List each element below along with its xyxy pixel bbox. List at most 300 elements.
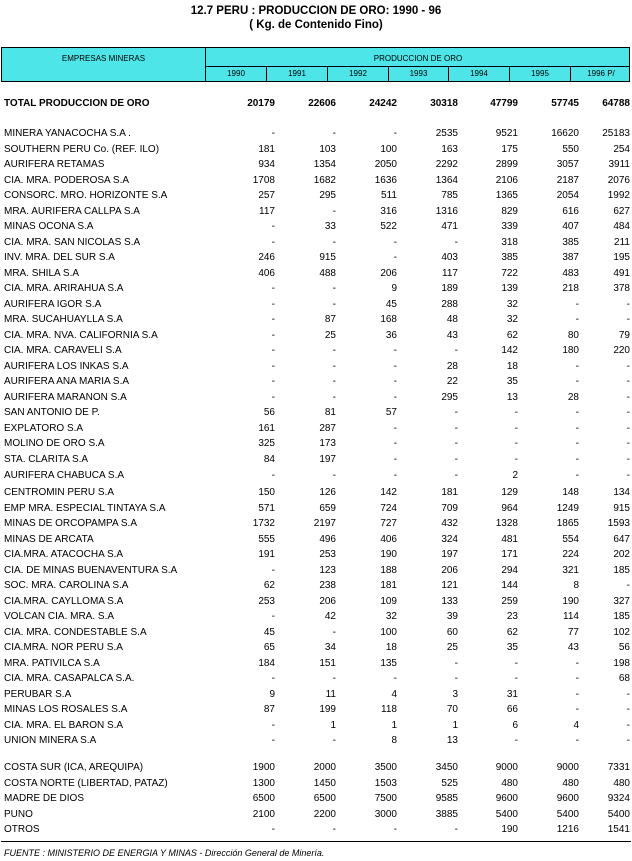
- cell-value: -: [271, 283, 275, 294]
- cell-value: 2050: [374, 159, 397, 170]
- cell-value: 100: [380, 627, 397, 638]
- cell-value: 616: [562, 206, 579, 217]
- cell-value: 43: [567, 642, 579, 653]
- row-label: PERUBAR S.A: [4, 689, 72, 700]
- cell-value: -: [626, 392, 630, 403]
- cell-value: 11: [325, 689, 336, 700]
- cell-value: -: [514, 438, 518, 449]
- row-label: AURIFERA MARANON S.A: [4, 392, 127, 403]
- cell-value: 1541: [607, 824, 630, 835]
- row-label: EMP MRA. ESPECIAL TINTAYA S.A: [4, 503, 166, 514]
- cell-value: 934: [258, 159, 275, 170]
- cell-value: 4: [573, 720, 579, 731]
- cell-value: 190: [501, 824, 518, 835]
- cell-value: 385: [501, 252, 518, 263]
- cell-value: 36: [385, 330, 397, 341]
- cell-value: -: [454, 438, 458, 449]
- cell-value: 295: [319, 190, 336, 201]
- cell-value: 522: [380, 221, 397, 232]
- cell-value: 28: [567, 392, 579, 403]
- cell-value: 709: [441, 503, 458, 514]
- cell-value: 28: [446, 361, 458, 372]
- cell-value: 1682: [313, 175, 336, 186]
- cell-value: -: [626, 314, 630, 325]
- cell-value: 117: [259, 206, 275, 217]
- cell-value: -: [514, 673, 518, 684]
- cell-value: 2899: [495, 159, 518, 170]
- cell-value: 148: [562, 487, 579, 498]
- cell-value: 288: [441, 299, 458, 310]
- cell-value: 163: [441, 144, 458, 155]
- cell-value: -: [332, 470, 336, 481]
- cell-value: 35: [506, 376, 518, 387]
- table-row: [0, 822, 632, 838]
- cell-value: -: [271, 735, 275, 746]
- cell-value: 56: [618, 642, 630, 653]
- cell-value: -: [575, 376, 579, 387]
- cell-value: 480: [501, 778, 518, 789]
- cell-value: -: [393, 376, 397, 387]
- header-year: 1991: [288, 69, 306, 78]
- page-title: 12.7 PERU : PRODUCCION DE ORO: 1990 - 96: [190, 5, 442, 17]
- table-row: [0, 594, 632, 610]
- cell-value: 191: [258, 549, 275, 560]
- row-label: SOUTHERN PERU Co. (REF. ILO): [4, 144, 160, 155]
- table-row: [0, 578, 632, 594]
- cell-value: 1900: [252, 762, 275, 773]
- cell-value: 2: [512, 470, 518, 481]
- cell-value: 1992: [607, 190, 630, 201]
- row-label: SOC. MRA. CAROLINA S.A: [4, 580, 129, 591]
- row-label: STA. CLARITA S.A: [4, 454, 89, 465]
- cell-value: 66: [506, 704, 518, 715]
- cell-value: 3911: [608, 159, 630, 170]
- cell-value: 57: [385, 407, 397, 418]
- cell-value: 406: [258, 268, 275, 279]
- cell-value: 32: [506, 299, 518, 310]
- cell-value: 123: [319, 565, 336, 576]
- cell-value: -: [271, 128, 275, 139]
- cell-value: 9324: [607, 793, 630, 804]
- cell-value: 184: [258, 658, 275, 669]
- cell-value: -: [626, 376, 630, 387]
- cell-value: 295: [441, 392, 458, 403]
- cell-value: 87: [263, 704, 275, 715]
- cell-value: 1365: [495, 190, 518, 201]
- cell-value: 139: [501, 283, 518, 294]
- cell-value: -: [626, 720, 630, 731]
- cell-value: 62: [263, 580, 275, 591]
- header-year: 1990: [227, 69, 245, 78]
- cell-value: -: [332, 673, 336, 684]
- cell-value: -: [271, 299, 275, 310]
- table-row: [0, 485, 632, 501]
- row-label: CIA. MRA. SAN NICOLAS S.A: [4, 237, 141, 248]
- cell-value: 144: [501, 580, 518, 591]
- cell-value: 1364: [435, 175, 458, 186]
- cell-value: -: [514, 658, 518, 669]
- table-row: [0, 452, 632, 468]
- row-label: MRA. AURIFERA CALLPA S.A: [4, 206, 140, 217]
- cell-value: 829: [501, 206, 518, 217]
- cell-value: -: [271, 376, 275, 387]
- header-empresas: EMPRESAS MINERAS: [61, 54, 146, 63]
- cell-value: 135: [380, 658, 397, 669]
- cell-value: 403: [441, 252, 458, 263]
- cell-value: 496: [319, 534, 336, 545]
- cell-value: 80: [567, 330, 579, 341]
- cell-value: 32: [506, 314, 518, 325]
- table-row: [0, 359, 632, 375]
- cell-value: 171: [501, 549, 518, 560]
- cell-value: 9: [269, 689, 275, 700]
- cell-value: 647: [613, 534, 630, 545]
- row-label: CENTROMIN PERU S.A: [4, 487, 115, 498]
- cell-value: 407: [562, 221, 579, 232]
- cell-value: 45: [385, 299, 397, 310]
- cell-value: -: [575, 673, 579, 684]
- table-row: [0, 516, 632, 532]
- cell-value: 1593: [607, 518, 630, 529]
- cell-value: 785: [441, 190, 458, 201]
- table-row: [0, 173, 632, 189]
- cell-value: 202: [613, 549, 630, 560]
- cell-value: -: [575, 658, 579, 669]
- cell-value: 5400: [495, 809, 518, 820]
- cell-value: 62: [506, 330, 518, 341]
- row-label: AURIFERA ANA MARIA S.A: [4, 376, 130, 387]
- cell-value: 64788: [602, 98, 630, 109]
- cell-value: 211: [614, 237, 630, 248]
- row-label: MINAS LOS ROSALES S.A: [4, 704, 128, 715]
- header-year: 1995: [531, 69, 549, 78]
- cell-value: -: [514, 407, 518, 418]
- cell-value: -: [514, 735, 518, 746]
- table-row: [0, 702, 632, 718]
- row-label: CIA. MRA. CONDESTABLE S.A: [4, 627, 147, 638]
- cell-value: 555: [258, 534, 275, 545]
- cell-value: -: [575, 423, 579, 434]
- cell-value: 9585: [435, 793, 458, 804]
- cell-value: 480: [562, 778, 579, 789]
- cell-value: 964: [501, 503, 518, 514]
- row-label: MOLINO DE ORO S.A: [4, 438, 105, 449]
- cell-value: 406: [380, 534, 397, 545]
- cell-value: 1503: [374, 778, 397, 789]
- cell-value: 48: [446, 314, 458, 325]
- cell-value: 142: [501, 345, 518, 356]
- cell-value: 2106: [495, 175, 518, 186]
- cell-value: -: [454, 407, 458, 418]
- cell-value: -: [626, 423, 630, 434]
- total-row: [0, 96, 632, 112]
- cell-value: 25183: [602, 128, 630, 139]
- cell-value: 253: [319, 549, 336, 560]
- cell-value: -: [626, 438, 630, 449]
- row-label: AURIFERA CHABUCA S.A: [4, 470, 125, 481]
- cell-value: 554: [562, 534, 579, 545]
- cell-value: 3057: [556, 159, 579, 170]
- cell-value: 3500: [374, 762, 397, 773]
- cell-value: -: [575, 407, 579, 418]
- row-label: CIA. MRA. EL BARON S.A: [4, 720, 124, 731]
- cell-value: 198: [613, 658, 630, 669]
- cell-value: -: [393, 361, 397, 372]
- cell-value: 321: [562, 565, 579, 576]
- cell-value: 79: [618, 330, 630, 341]
- cell-value: 142: [380, 487, 397, 498]
- cell-value: -: [575, 454, 579, 465]
- cell-value: 185: [613, 565, 630, 576]
- cell-value: 45: [263, 627, 275, 638]
- cell-value: 2000: [313, 762, 336, 773]
- cell-value: 129: [501, 487, 518, 498]
- cell-value: 1: [452, 720, 458, 731]
- cell-value: 25: [446, 642, 458, 653]
- cell-value: 134: [613, 487, 630, 498]
- cell-value: 133: [441, 596, 458, 607]
- cell-value: 287: [319, 423, 336, 434]
- row-label: MINAS DE ORCOPAMPA S.A: [4, 518, 137, 529]
- cell-value: 5400: [607, 809, 630, 820]
- row-label: MINAS OCONA S.A: [4, 221, 94, 232]
- cell-value: 218: [562, 283, 579, 294]
- cell-value: -: [393, 470, 397, 481]
- cell-value: -: [454, 658, 458, 669]
- table-row: [0, 733, 632, 749]
- row-label: CIA. DE MINAS BUENAVENTURA S.A: [4, 565, 178, 576]
- cell-value: 2100: [252, 809, 275, 820]
- cell-value: 118: [381, 704, 397, 715]
- cell-value: 659: [319, 503, 336, 514]
- cell-value: -: [393, 824, 397, 835]
- cell-value: 246: [258, 252, 275, 263]
- cell-value: 481: [501, 534, 518, 545]
- cell-value: -: [575, 470, 579, 481]
- table-row: [0, 532, 632, 548]
- header-year: 1994: [470, 69, 488, 78]
- cell-value: 627: [613, 206, 630, 217]
- row-label: AURIFERA IGOR S.A: [4, 299, 102, 310]
- cell-value: 87: [324, 314, 336, 325]
- cell-value: -: [454, 824, 458, 835]
- row-label: CIA. MRA. CARAVELI S.A: [4, 345, 122, 356]
- cell-value: -: [393, 252, 397, 263]
- cell-value: 13: [506, 392, 518, 403]
- cell-value: 9521: [495, 128, 518, 139]
- cell-value: 7500: [374, 793, 397, 804]
- cell-value: -: [393, 237, 397, 248]
- cell-value: -: [575, 735, 579, 746]
- cell-value: -: [332, 237, 336, 248]
- cell-value: 181: [258, 144, 275, 155]
- cell-value: 2200: [313, 809, 336, 820]
- cell-value: 190: [562, 596, 579, 607]
- cell-value: 5400: [556, 809, 579, 820]
- table-row: [0, 142, 632, 158]
- source-note: FUENTE : MINISTERIO DE ENERGIA Y MINAS - Dirección General de Minería.: [4, 848, 325, 858]
- cell-value: -: [393, 454, 397, 465]
- cell-value: 18: [385, 642, 397, 653]
- cell-value: 39: [446, 611, 458, 622]
- row-label: COSTA NORTE (LIBERTAD, PATAZ): [4, 778, 168, 789]
- row-label: PUNO: [4, 809, 33, 820]
- cell-value: -: [626, 470, 630, 481]
- cell-value: 22606: [308, 98, 336, 109]
- row-label: MRA. PATIVILCA S.A: [4, 658, 100, 669]
- table-row: [0, 640, 632, 656]
- cell-value: -: [271, 314, 275, 325]
- cell-value: 3450: [435, 762, 458, 773]
- table-header: [1, 47, 630, 82]
- cell-value: 9: [391, 283, 397, 294]
- cell-value: -: [626, 299, 630, 310]
- cell-value: 724: [380, 503, 397, 514]
- row-label: INV. MRA. DEL SUR S.A: [4, 252, 115, 263]
- cell-value: -: [514, 454, 518, 465]
- row-label: CIA.MRA. ATACOCHA S.A: [4, 549, 124, 560]
- cell-value: -: [332, 206, 336, 217]
- cell-value: 103: [319, 144, 336, 155]
- cell-value: 387: [562, 252, 579, 263]
- cell-value: 20179: [247, 98, 275, 109]
- cell-value: 188: [380, 565, 397, 576]
- cell-value: -: [271, 392, 275, 403]
- cell-value: 35: [506, 642, 518, 653]
- cell-value: 185: [613, 611, 630, 622]
- cell-value: 180: [562, 345, 579, 356]
- cell-value: 915: [319, 252, 336, 263]
- cell-value: 571: [258, 503, 275, 514]
- cell-value: 480: [613, 778, 630, 789]
- row-label: UNION MINERA S.A: [4, 735, 97, 746]
- cell-value: 168: [380, 314, 397, 325]
- cell-value: 484: [613, 221, 630, 232]
- row-label: MINAS DE ARCATA: [4, 534, 94, 545]
- cell-value: 2292: [435, 159, 458, 170]
- table-row: [0, 188, 632, 204]
- cell-value: 6500: [313, 793, 336, 804]
- cell-value: 3: [452, 689, 458, 700]
- cell-value: -: [626, 407, 630, 418]
- cell-value: 722: [501, 268, 518, 279]
- cell-value: 181: [380, 580, 397, 591]
- header-year: 1993: [409, 69, 428, 78]
- row-label: VOLCAN CIA. MRA. S.A: [4, 611, 115, 622]
- cell-value: 18: [506, 361, 518, 372]
- table-row: [0, 405, 632, 421]
- cell-value: 60: [446, 627, 458, 638]
- row-label: MRA. SUCAHUAYLLA S.A: [4, 314, 123, 325]
- row-label: CIA. MRA. PODEROSA S.A: [4, 175, 130, 186]
- row-label: CIA. MRA. CASAPALCA S.A.: [4, 673, 135, 684]
- cell-value: 1216: [556, 824, 579, 835]
- cell-value: 109: [380, 596, 397, 607]
- cell-value: 9000: [556, 762, 579, 773]
- table-row: [0, 563, 632, 579]
- table-row: [0, 436, 632, 452]
- cell-value: -: [575, 704, 579, 715]
- cell-value: 117: [442, 268, 458, 279]
- cell-value: 65: [263, 642, 275, 653]
- cell-value: 206: [441, 565, 458, 576]
- cell-value: -: [332, 824, 336, 835]
- header-produccion: PRODUCCION DE ORO: [373, 54, 463, 63]
- cell-value: 1636: [374, 175, 397, 186]
- cell-value: 126: [319, 487, 336, 498]
- table-row: [0, 718, 632, 734]
- cell-value: 385: [562, 237, 579, 248]
- cell-value: 1708: [252, 175, 275, 186]
- cell-value: 327: [613, 596, 630, 607]
- row-label: CIA.MRA. NOR PERU S.A: [4, 642, 123, 653]
- cell-value: 23: [506, 611, 518, 622]
- cell-value: 190: [380, 549, 397, 560]
- cell-value: -: [271, 345, 275, 356]
- row-label: MADRE DE DIOS: [4, 793, 85, 804]
- cell-value: 259: [501, 596, 518, 607]
- cell-value: 8: [573, 580, 579, 591]
- cell-value: -: [393, 673, 397, 684]
- table-row: [0, 281, 632, 297]
- cell-value: -: [575, 689, 579, 700]
- cell-value: -: [271, 221, 275, 232]
- cell-value: 197: [441, 549, 458, 560]
- cell-value: 325: [258, 438, 275, 449]
- cell-value: 727: [380, 518, 397, 529]
- cell-value: 150: [258, 487, 275, 498]
- cell-value: -: [332, 627, 336, 638]
- cell-value: 9600: [556, 793, 579, 804]
- cell-value: 1450: [313, 778, 336, 789]
- table-row: [0, 126, 632, 142]
- row-label: CIA.MRA. CAYLLOMA S.A: [4, 596, 124, 607]
- cell-value: 33: [324, 221, 336, 232]
- cell-value: -: [332, 283, 336, 294]
- header-year: 1996 P/: [587, 69, 615, 78]
- cell-value: 220: [613, 345, 630, 356]
- cell-value: -: [626, 735, 630, 746]
- cell-value: 6500: [252, 793, 275, 804]
- cell-value: 199: [319, 704, 336, 715]
- row-label: CIA. MRA. ARIRAHUA S.A: [4, 283, 124, 294]
- cell-value: 42: [324, 611, 336, 622]
- cell-value: 81: [324, 407, 336, 418]
- cell-value: 1: [330, 720, 336, 731]
- table-row: [0, 776, 632, 792]
- cell-value: 488: [319, 268, 336, 279]
- cell-value: -: [626, 689, 630, 700]
- cell-value: -: [332, 361, 336, 372]
- cell-value: 102: [613, 627, 630, 638]
- table-row: [0, 807, 632, 823]
- cell-value: 1: [391, 720, 397, 731]
- table-row: [0, 157, 632, 173]
- table-row: [0, 204, 632, 220]
- cell-value: 25: [324, 330, 336, 341]
- cell-value: 2076: [607, 175, 630, 186]
- cell-value: -: [454, 423, 458, 434]
- row-label: OTROS: [4, 824, 40, 835]
- cell-value: 84: [263, 454, 275, 465]
- cell-value: -: [271, 330, 275, 341]
- cell-value: -: [454, 345, 458, 356]
- cell-value: 253: [258, 596, 275, 607]
- cell-value: 224: [562, 549, 579, 560]
- cell-value: 121: [441, 580, 458, 591]
- cell-value: 9600: [495, 793, 518, 804]
- cell-value: -: [271, 824, 275, 835]
